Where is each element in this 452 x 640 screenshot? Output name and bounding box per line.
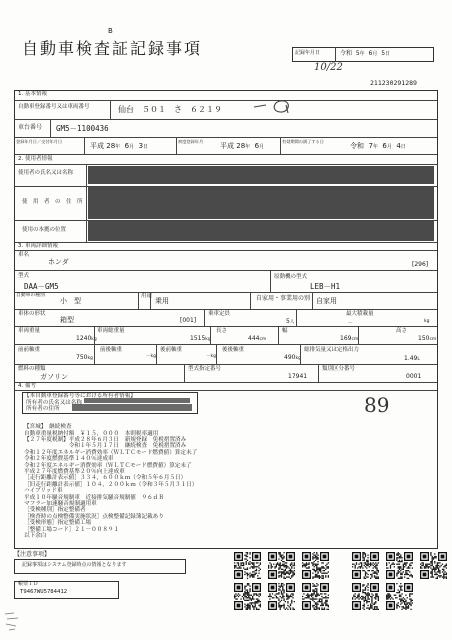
designation-label: 型式指定番号 <box>188 366 222 372</box>
remarks-line: 【２７年度税制】平成２８年６月３日 新規登録 免税措置済み <box>24 437 187 443</box>
category-label: 類別区分番号 <box>322 366 356 372</box>
engine-label: 原動機の型式 <box>274 274 308 280</box>
section-vehicle-title: 3. 車両詳細情報 <box>18 243 58 249</box>
business-label: 自家用・事業用の別 <box>256 295 311 302</box>
remarks-line: ［受検種別］指定整備者 <box>24 507 86 514</box>
qr-code <box>234 583 261 610</box>
max-load-unit: kg <box>424 319 430 324</box>
form-id-value: T9467WU5784412 <box>20 589 68 595</box>
handwritten-ref: 10/22 <box>314 62 343 73</box>
chassis-value: GM5－1100436 <box>56 124 109 133</box>
form-id-label: 帳票ＩＤ <box>18 581 39 587</box>
expiry-value: 令和 7年 6月 4日 <box>350 142 406 150</box>
section-remarks-title: 4. 備考 <box>18 383 36 389</box>
first-year-value: 平成 28年 6月 <box>220 142 265 150</box>
height-label: 高さ <box>396 328 408 334</box>
capacity-label: 乗車定員 <box>208 311 231 317</box>
vehicle-weight-value: 1240kg <box>76 335 97 342</box>
use-value: 乗用 <box>155 297 169 305</box>
engine-value: LEB－H1 <box>310 282 341 291</box>
length-label: 長さ <box>216 328 228 334</box>
remarks-line: 所有者の住所 <box>26 406 60 413</box>
remarks-line: ［受検形態］指定整備工場 <box>24 520 92 527</box>
qr-code <box>302 583 329 610</box>
displacement-label: 総排気量又は定格出力 <box>304 347 360 353</box>
body-shape-label: 車体の形状 <box>18 311 46 317</box>
vehicle-type-value: 小 型 <box>60 297 81 305</box>
qr-code <box>302 552 329 579</box>
fuel-value: ガソリン <box>40 373 68 381</box>
model-label: 型式 <box>18 273 30 279</box>
reg-number-label: 自動車登録番号又は車両番号 <box>18 104 90 110</box>
remarks-line: 令和２年度エネルギー消費効率（ＷＬＴＣモード燃費値）算定未了 <box>24 462 192 469</box>
notes-title: 【注意事項】 <box>14 551 51 558</box>
remarks-line: 【本自動車登録番号等における所有者情報】 <box>24 393 136 399</box>
document-number: 211230291289 <box>370 79 417 87</box>
gross-weight-value: 1515kg <box>190 335 211 342</box>
remarks-line: ［検査時の点検整備実施状況］点検整備記録簿記載あり <box>24 513 164 520</box>
user-name-label: 使用者の氏名又は名称 <box>18 170 74 176</box>
remarks-line: 令和１２年度エネルギー消費効率（ＷＬＴＣモード燃費値）算定未了 <box>24 449 198 456</box>
capacity-value: 5人 <box>286 318 295 325</box>
height-value: 150cm <box>418 335 437 342</box>
handwritten-number: 89 <box>364 393 390 417</box>
remarks-line: 自動車重量税納付額 ￥１５，０００ 本則税率適用 <box>24 430 159 437</box>
maker-label: 車名 <box>18 252 30 258</box>
qr-code <box>386 583 413 610</box>
business-value: 自家用 <box>316 297 337 305</box>
width-value: 169cm <box>340 335 359 342</box>
body-code: [001] <box>180 317 197 324</box>
redacted-owner-address <box>72 404 192 411</box>
rear-front-axle-label: 後前軸重 <box>160 347 183 353</box>
remarks-line: ［整備工場コード］２１－００８９１ <box>24 526 120 533</box>
user-address-label: 使 用 者 の 住 所 <box>22 199 83 205</box>
qr-code <box>268 552 295 579</box>
first-reg-value: 平成 28年 6月 3日 <box>90 142 149 150</box>
rear-front-axle-unit: －kg <box>206 354 216 359</box>
max-load-label: 最大積載量 <box>346 311 374 317</box>
remarks-line: 令和２年度燃費基準１４０％達成車 <box>24 456 114 463</box>
remarks-line: 所有者の氏名又は名称 <box>26 399 82 406</box>
rear-rear-axle-label: 後後軸重 <box>222 347 245 353</box>
front-rear-axle-unit: －kg <box>146 354 156 359</box>
length-value: 444cm <box>248 335 267 342</box>
width-label: 幅 <box>282 328 288 334</box>
remarks-line: 【宮城】 継続検査 <box>24 424 72 431</box>
rear-rear-axle-value: 490kg <box>284 354 301 361</box>
displacement-value: 1.49L <box>404 355 420 362</box>
section-basic-title: 1. 基本情報 <box>18 91 47 97</box>
record-date-value: 令和 5年 6月 5日 <box>340 50 391 57</box>
page-title: 自動車検査証記録事項 <box>22 39 203 58</box>
handwritten-margin-note <box>2 608 28 634</box>
record-date-label: 記録年月日 <box>295 50 321 56</box>
designation-value: 17941 <box>288 373 308 380</box>
remarks-line: 令和１年５月１７日 継続検査 免税措置済み <box>24 443 187 450</box>
first-year-label: 初度登録年月 <box>178 139 204 144</box>
qr-code <box>352 552 379 579</box>
fuel-label: 燃料の種類 <box>18 366 46 372</box>
notes-line: 記録事項はシステム登録時点の情報となります <box>22 562 127 568</box>
qr-code <box>268 583 295 610</box>
front-front-axle-value: 750kg <box>76 354 93 361</box>
use-label: 用途 <box>141 293 153 299</box>
handwritten-marks <box>252 95 312 117</box>
remarks-line: マフラー加速騒音規制適用車 <box>24 501 97 507</box>
qr-code <box>234 552 261 579</box>
remarks-line: ［走行距離計表示値］３３４，６００ｋｍ（令和５年６月５日） <box>24 475 187 482</box>
base-location-label: 使用の本拠の位置 <box>22 227 67 233</box>
redacted-base-location <box>88 221 434 241</box>
vehicle-weight-label: 車両重量 <box>18 328 41 334</box>
remarks-line: 平成１０年騒音規制車 近接排気騒音規制値 ９６ｄＢ <box>24 494 164 501</box>
chassis-label: 車台番号 <box>18 124 43 131</box>
front-front-axle-label: 前前軸重 <box>18 347 41 353</box>
remarks-line: ハイブリッド車 <box>24 488 63 495</box>
redacted-user-address <box>88 187 434 219</box>
qr-code <box>352 583 379 610</box>
redacted-user-name <box>88 166 434 184</box>
vehicle-type-label: 自動車の種別 <box>16 293 45 298</box>
qr-code <box>386 552 413 579</box>
maker-code: [296] <box>412 261 429 268</box>
section-user-title: 2. 使用者情報 <box>18 156 53 162</box>
category-value: 0001 <box>406 373 422 380</box>
first-reg-label: 登録年月日／交付年月日 <box>16 139 63 144</box>
model-value: DAA－GM5 <box>24 282 59 291</box>
remarks-line: ［旧走行距離計表示値］１０４，２００ｋｍ（令和３年５月３１日） <box>24 481 198 488</box>
form-letter: B <box>108 27 113 35</box>
reg-number-value: 仙台 ５０１ さ ６２１９ <box>118 105 222 114</box>
max-load-placeholder: － <box>347 320 354 327</box>
remarks-line: 以下余白 <box>24 533 47 539</box>
remarks-line: 平成２７年度燃費基準２０％向上達成車 <box>24 469 125 475</box>
body-shape-value: 箱型 <box>60 316 74 324</box>
gross-weight-label: 車両総重量 <box>97 328 125 334</box>
front-rear-axle-label: 前後軸重 <box>100 347 123 353</box>
qr-code <box>420 552 447 579</box>
maker-value: ホンダ <box>48 258 69 266</box>
expiry-label: 有効期間の満了する日 <box>282 139 324 144</box>
